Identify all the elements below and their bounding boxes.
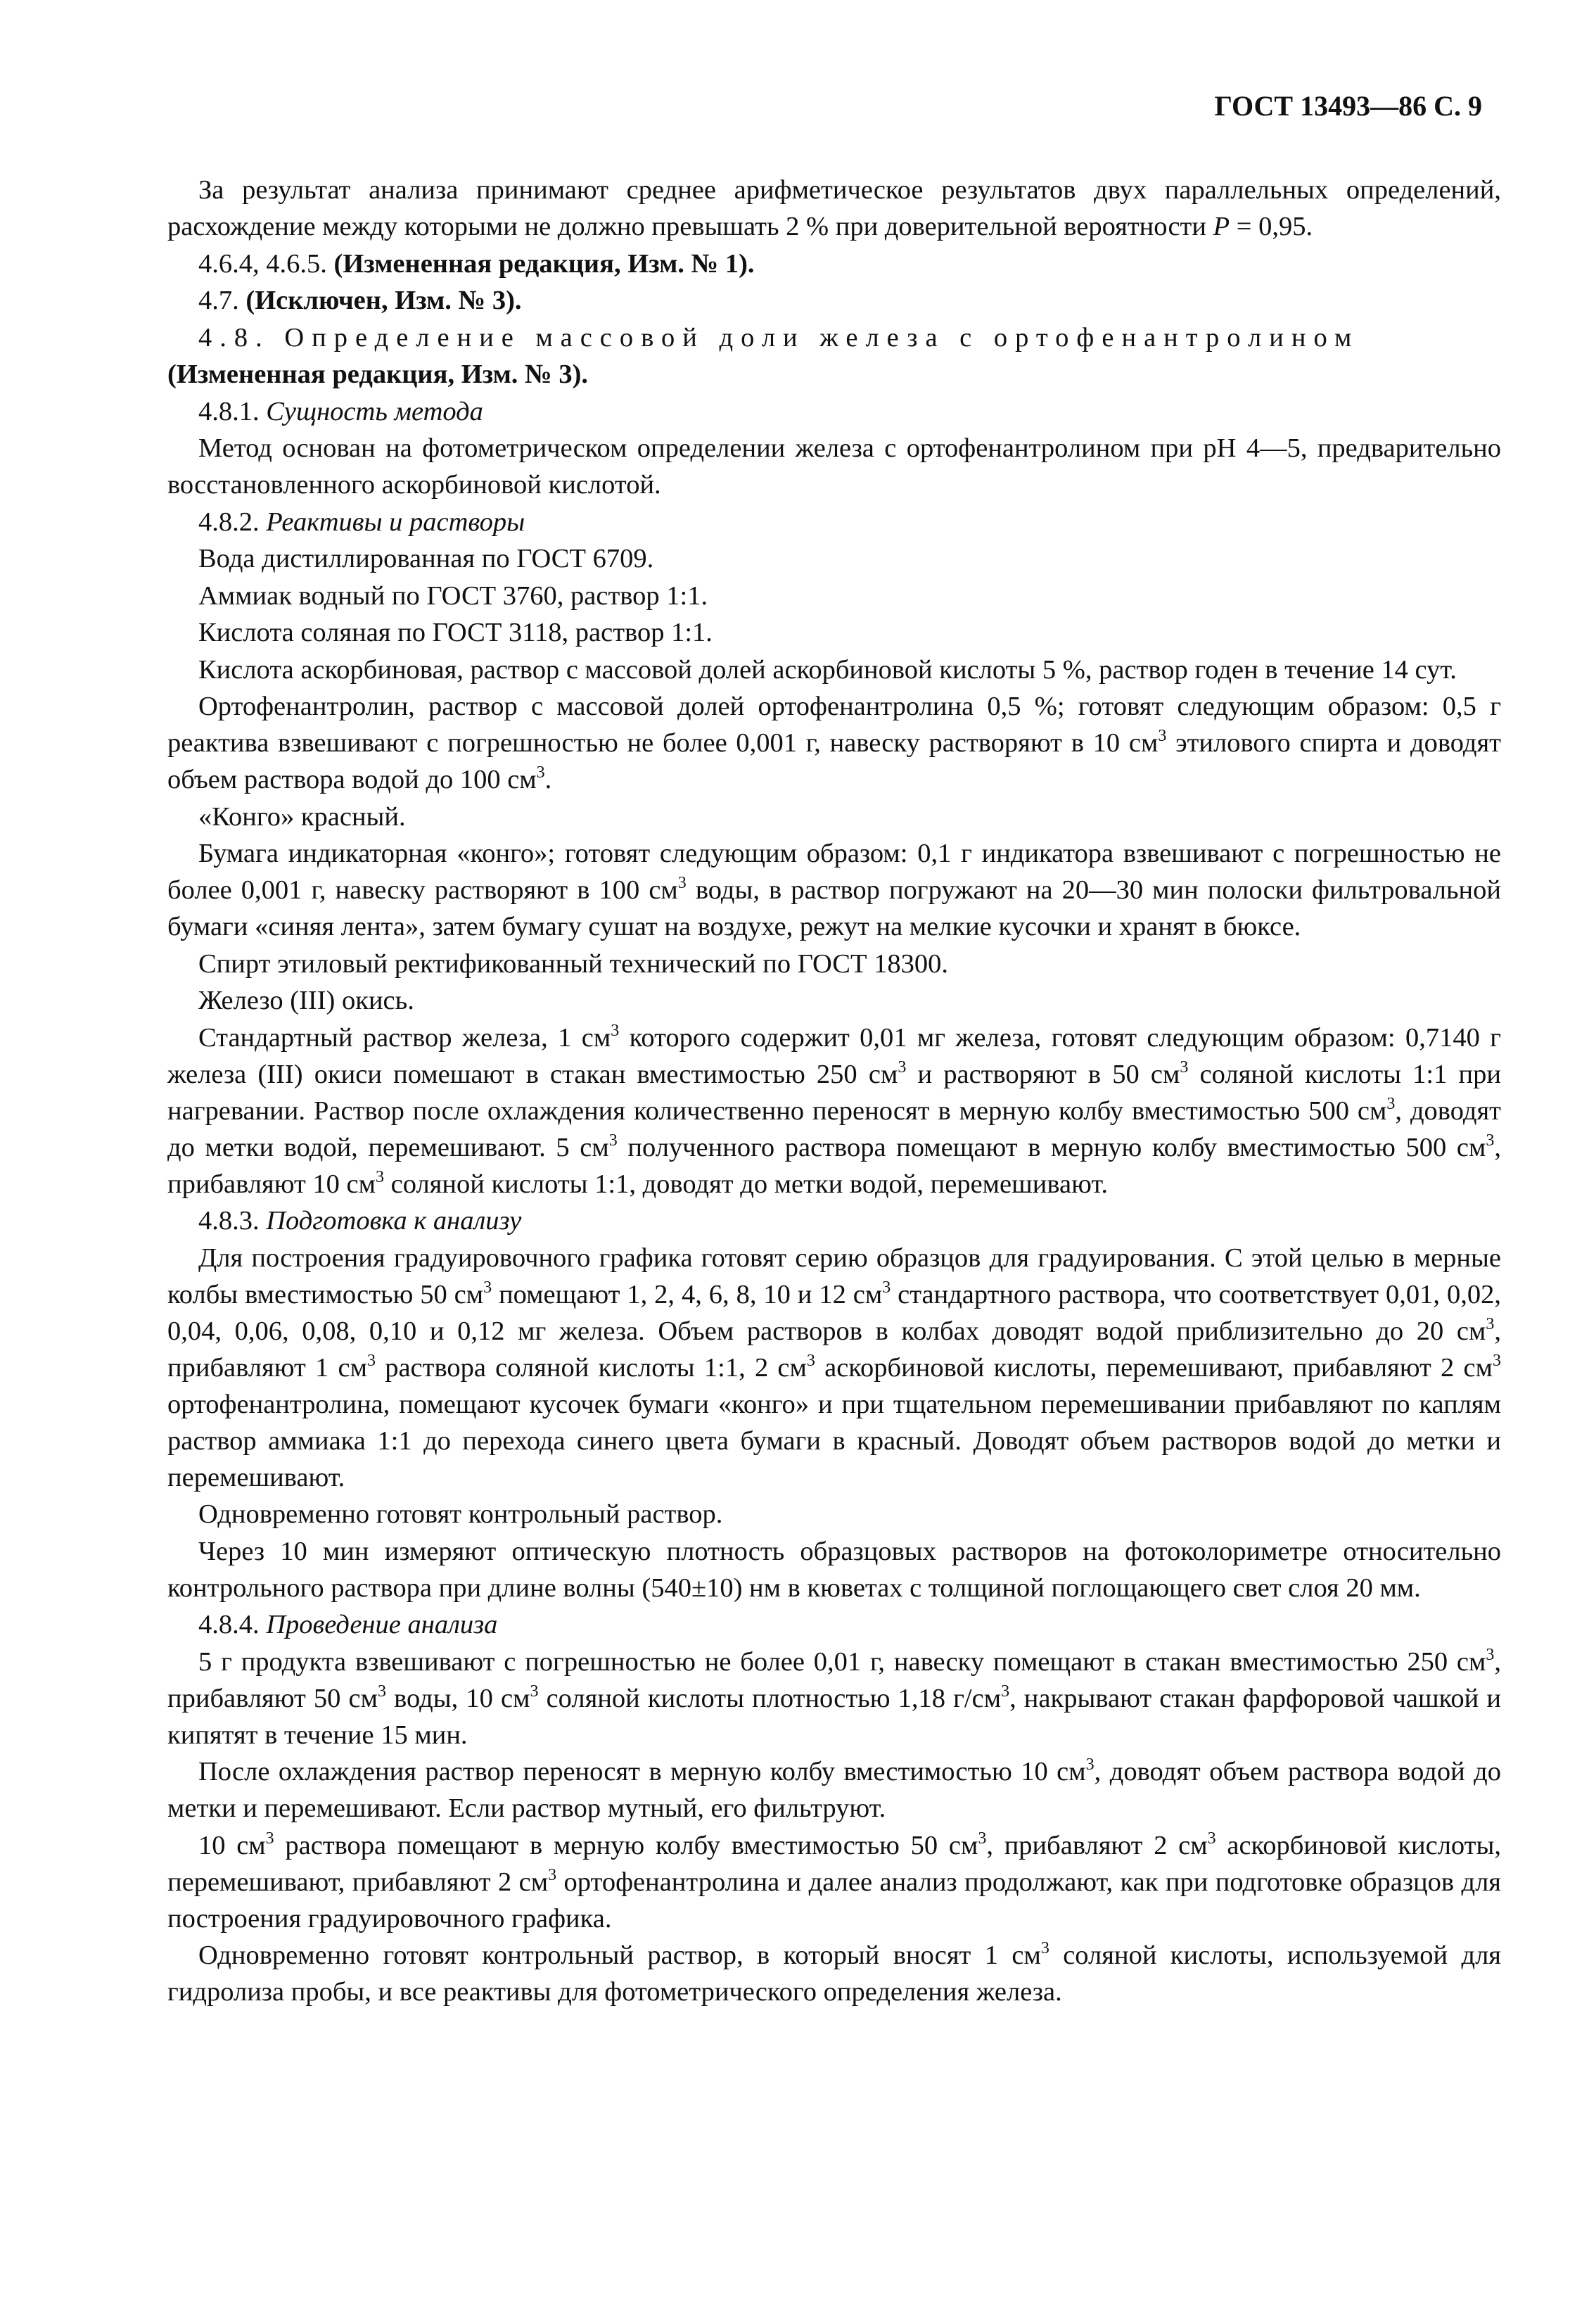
paragraph-result: За результат анализа принимают среднее арифметическое результатов двух параллельных определений, расхождение между которыми не должно превышать 2 % при доверительной вероятности P = 0,95. [167,175,1501,241]
paragraph-indicator-paper: Бумага индикаторная «конго»; готовят следующим образом: 0,1 г индикатора взвешивают с погрешностью не более 0,001 г, навеску растворяют в 100 $см^3$ воды, в раствор погружают на 20—30 мин полоски фильтровальной бумаги «синяя лента», затем бумагу сушат на воздухе, режут на мелкие кусочки и хранят в бюксе. [167,839,1501,941]
page-header: ГОСТ 13493—86 С. 9 [1214,90,1482,122]
paragraph-calibration: Для построения градуировочного графика готовят серию образцов для градуирования. С этой целью в мерные колбы вместимостью 50 $см^3$ помещают 1, 2, 4, 6, 8, 10 и 12 $см^3$ стандартного раствора, что соответствует 0,01, 0,02, 0,04, 0,06, 0,08, 0,10 и 0,12 мг железа. Объем растворов в колбах доводят водой приблизительно до 20 $см^3$, прибавляют 1 $см^3$ раствора соляной кислоты 1:1, 2 $см^3$ аскорбиновой кислоты, перемешивают, прибавляют 2 $см^3$ ортофенантролина, помещают кусочек бумаги «конго» и при тщательном перемешивании прибавляют по каплям раствор аммиака 1:1 до перехода синего цвета бумаги в красный. Доводят объем растворов водой до метки и перемешивают. [167,1243,1501,1492]
paragraph-ethanol: Спирт этиловый ректификованный технический по ГОСТ 18300. [198,948,948,979]
paragraph-hcl: Кислота соляная по ГОСТ 3118, раствор 1:1. [198,618,713,647]
paragraph-after-cooling: После охлаждения раствор переносят в мерную колбу вместимостью 10 $см^3$, доводят объем раствора водой до метки и перемешивают. Если раствор мутный, его фильтруют. [167,1755,1501,1823]
paragraph-ammonia: Аммиак водный по ГОСТ 3760, раствор 1:1. [198,580,708,611]
section-heading-4-8: 4.8. Определение массовой доли железа с ортофенантролином [198,322,1360,353]
paragraph-orthophenanthroline: Ортофенантролин, раствор с массовой долей ортофенантролина 0,5 %; готовят следующим образом: 0,5 г реактива взвешивают с погрешностью не более 0,001 г, навеску растворяют в 10 $см^3$ этилового спирта и доводят объем раствора водой до 100 $см^3$. [167,692,1501,794]
paragraph-ascorbic: Кислота аскорбиновая, раствор с массовой долей аскорбиновой кислоты 5 %, раствор годен в течение 14 сут. [198,654,1457,685]
paragraph-4-8-revision: (Измененная редакция, Изм. № 3). [167,360,589,389]
paragraph-method: Метод основан на фотометрическом определении железа с ортофенантролином при рН 4—5, предварительно восстановленного аскорбиновой кислотой. [167,433,1501,500]
paragraph-standard-solution: Стандартный раствор железа, 1 $см^3$ которого содержит 0,01 мг железа, готовят следующим образом: 0,7140 г железа (III) окиси помешают в стакан вместимостью 250 $см^3$ и растворяют в 50 $см^3$ соляной кислоты 1:1 при нагревании. Раствор после охлаждения количественно переносят в мерную колбу вместимостью 500 $см^3$, доводят до метки водой, перемешивают. 5 $см^3$ полученного раствора помещают в мерную колбу вместимостью 500 $см^3$, прибавляют 10 $см^3$ соляной кислоты 1:1, доводят до метки водой, перемешивают. [167,1021,1502,1199]
paragraph-4-8-1: 4.8.1. Сущность метода [198,396,483,426]
paragraph-aliquot: 10 $см^3$ раствора помещают в мерную колбу вместимостью 50 $см^3$, прибавляют 2 $см^3$ аскорбиновой кислоты, перемешивают, прибавляют 2 $см^3$ ортофенантролина и далее анализ продолжают, как при подготовке образцов для построения градуировочного графика. [167,1829,1502,1934]
paragraph-optical-density: Через 10 мин измеряют оптическую плотность образцовых растворов на фотоколориметре относительно контрольного раствора при длине волны (540±10) нм в кюветах с толщиной поглощающего свет слоя 20 мм. [167,1536,1501,1603]
paragraph-4-7: 4.7. (Исключен, Изм. № 3). [198,286,522,315]
document-body [167,84,1501,2011]
paragraph-4-6-4: 4.6.4, 4.6.5. (Измененная редакция, Изм. № 1). [198,248,755,279]
paragraph-control-final: Одновременно готовят контрольный раствор, в который вносят 1 $см^3$ соляной кислоты, используемой для гидролиза пробы, и все реактивы для фотометрического определения железа. [167,1939,1501,2007]
paragraph-congo: «Конго» красный. [198,801,406,832]
paragraph-sample-prep: 5 г продукта взвешивают с погрешностью не более 0,01 г, навеску помещают в стакан вместимостью 250 $см^3$, прибавляют 50 $см^3$ воды, 10 $см^3$ соляной кислоты плотностью 1,18 $г/см^3$, накрывают стакан фарфоровой чашкой и кипятят в течение 15 мин. [167,1645,1501,1750]
paragraph-control-solution: Одновременно готовят контрольный раствор. [198,1499,723,1529]
paragraph-water: Вода дистиллированная по ГОСТ 6709. [198,544,654,573]
paragraph-4-8-2: 4.8.2. Реактивы и растворы [198,507,525,537]
paragraph-4-8-3: 4.8.3. Подготовка к анализу [198,1206,522,1236]
paragraph-iron-oxide: Железо (III) окись. [198,986,414,1015]
paragraph-4-8-4: 4.8.4. Проведение анализа [198,1610,498,1639]
